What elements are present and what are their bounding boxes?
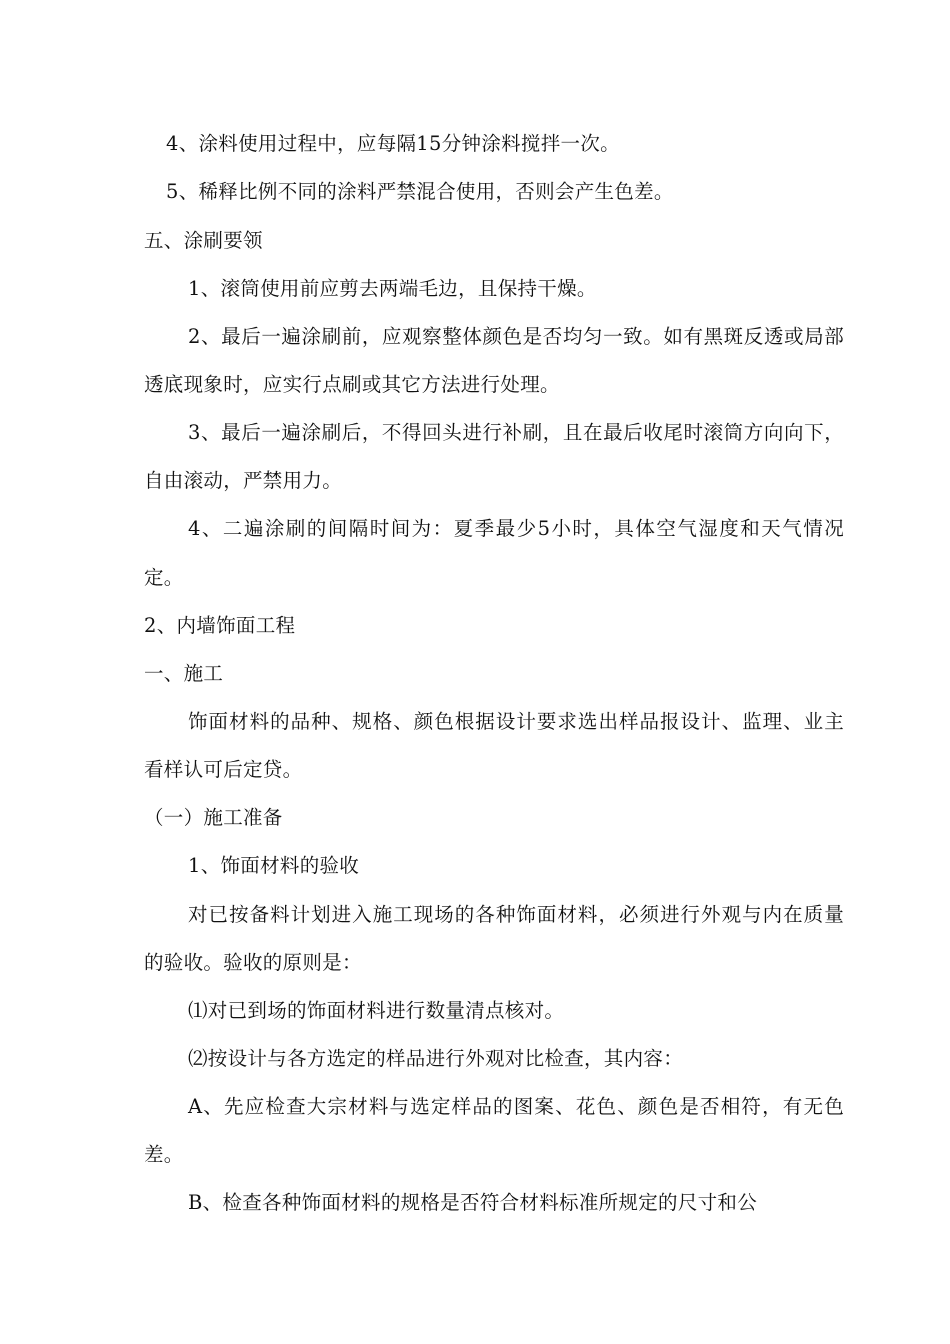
section-heading: 2、内墙饰面工程 <box>144 614 296 637</box>
paragraph-line: 差。 <box>144 1143 184 1166</box>
paragraph-line: B、检查各种饰面材料的规格是否符合材料标准所规定的尺寸和公 <box>188 1191 758 1214</box>
section-heading: 五、涂刷要领 <box>144 229 263 252</box>
paragraph-line: 4、涂料使用过程中，应每隔15分钟涂料搅拌一次。 <box>166 132 620 155</box>
paragraph-line: 看样认可后定贷。 <box>144 758 303 781</box>
paragraph-line: 的验收。验收的原则是： <box>144 951 362 974</box>
subsection-heading: （一）施工准备 <box>144 806 283 829</box>
paragraph-line: 透底现象时，应实行点刷或其它方法进行处理。 <box>144 373 560 396</box>
paragraph-line: 2、最后一遍涂刷前，应观察整体颜色是否均匀一致。如有黑斑反透或局部 <box>188 325 844 348</box>
paragraph-line: 定。 <box>144 566 184 589</box>
paragraph-line: 5、稀释比例不同的涂料严禁混合使用，否则会产生色差。 <box>166 180 674 203</box>
list-item: ⑵按设计与各方选定的样品进行外观对比检查，其内容： <box>188 1047 684 1070</box>
paragraph-line: 4、二遍涂刷的间隔时间为：夏季最少5小时，具体空气湿度和天气情况 <box>188 517 844 540</box>
paragraph-line: 饰面材料的品种、规格、颜色根据设计要求选出样品报设计、监理、业主 <box>188 710 844 733</box>
paragraph-line: 对已按备料计划进入施工现场的各种饰面材料，必须进行外观与内在质量 <box>188 903 844 926</box>
paragraph-line: 自由滚动，严禁用力。 <box>144 469 343 492</box>
paragraph-line: 1、滚筒使用前应剪去两端毛边，且保持干燥。 <box>188 277 597 300</box>
subsection-heading: 1、饰面材料的验收 <box>188 854 360 877</box>
paragraph-line: 3、最后一遍涂刷后，不得回头进行补刷，且在最后收尾时滚筒方向向下， <box>188 421 844 444</box>
section-heading: 一、施工 <box>144 662 224 685</box>
list-item: ⑴对已到场的饰面材料进行数量清点核对。 <box>188 999 565 1022</box>
paragraph-line: A、先应检查大宗材料与选定样品的图案、花色、颜色是否相符，有无色 <box>188 1095 844 1118</box>
